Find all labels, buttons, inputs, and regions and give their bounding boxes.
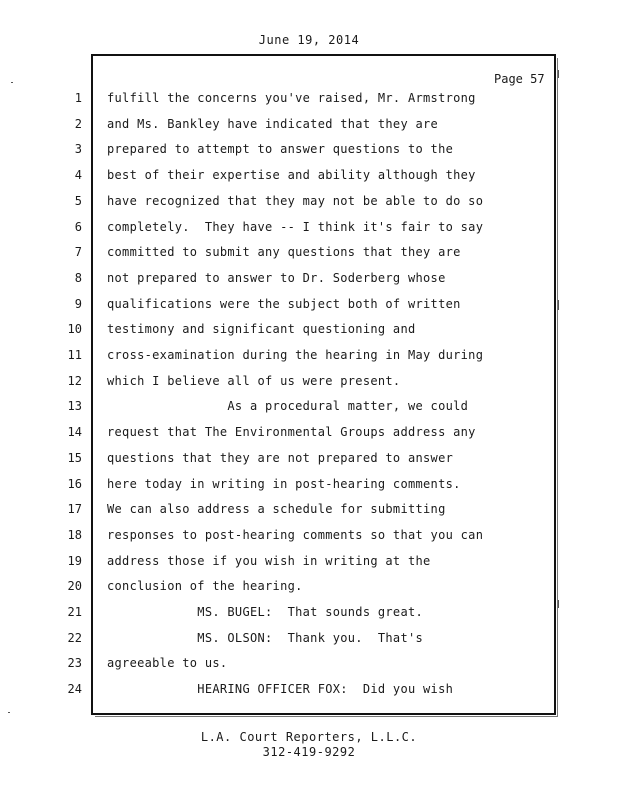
transcript-line-text: address those if you wish in writing at the	[107, 554, 431, 568]
transcript-line-text: prepared to attempt to answer questions to the	[107, 142, 454, 156]
line-number: 17	[67, 502, 82, 516]
transcript-line-text: HEARING OFFICER FOX: Did you wish	[107, 682, 454, 696]
line-number: 2	[74, 117, 82, 131]
line-number: 15	[67, 451, 82, 465]
line-number: 22	[67, 631, 82, 645]
transcript-line-text: request that The Environmental Groups address any	[107, 425, 476, 439]
transcript-line-text: cross-examination during the hearing in May during	[107, 348, 484, 362]
line-number: 4	[74, 168, 82, 182]
transcript-line-text: agreeable to us.	[107, 656, 228, 670]
transcript-line-text: We can also address a schedule for submitting	[107, 502, 446, 516]
line-number: 1	[74, 91, 82, 105]
transcript-line-text: have recognized that they may not be able to do so	[107, 194, 484, 208]
line-number: 13	[67, 399, 82, 413]
line-number: 10	[67, 322, 82, 336]
scan-speck	[558, 300, 559, 310]
transcript-line-text: which I believe all of us were present.	[107, 374, 401, 388]
line-number: 14	[67, 425, 82, 439]
transcript-line-text: MS. BUGEL: That sounds great.	[107, 605, 424, 619]
transcript-date: June 19, 2014	[258, 33, 360, 47]
transcript-line-text: here today in writing in post-hearing comments.	[107, 477, 461, 491]
transcript-line-text: fulfill the concerns you've raised, Mr. Armstrong	[107, 91, 476, 105]
transcript-line-text: questions that they are not prepared to answer	[107, 451, 454, 465]
line-number: 19	[67, 554, 82, 568]
transcript-line-text: qualifications were the subject both of written	[107, 297, 461, 311]
transcript-line-text: responses to post-hearing comments so that you can	[107, 528, 484, 542]
transcript-line-text: not prepared to answer to Dr. Soderberg whose	[107, 271, 446, 285]
court-reporter-name: L.A. Court Reporters, L.L.C.	[200, 730, 418, 744]
line-number: 20	[67, 579, 82, 593]
line-number: 23	[67, 656, 82, 670]
line-number: 5	[74, 194, 82, 208]
transcript-line-text: conclusion of the hearing.	[107, 579, 303, 593]
scan-speck	[11, 82, 13, 83]
scan-speck	[8, 712, 10, 713]
line-number: 9	[74, 297, 82, 311]
line-number: 11	[67, 348, 82, 362]
line-number: 8	[74, 271, 82, 285]
transcript-line-text: committed to submit any questions that they are	[107, 245, 461, 259]
line-number: 16	[67, 477, 82, 491]
transcript-line-text: testimony and significant questioning and	[107, 322, 416, 336]
line-number: 18	[67, 528, 82, 542]
scan-speck	[558, 600, 559, 608]
transcript-line-text: MS. OLSON: Thank you. That's	[107, 631, 424, 645]
line-number: 3	[74, 142, 82, 156]
line-number: 24	[67, 682, 82, 696]
line-number: 6	[74, 220, 82, 234]
transcript-line-text: best of their expertise and ability although they	[107, 168, 476, 182]
line-number: 21	[67, 605, 82, 619]
line-number: 12	[67, 374, 82, 388]
transcript-line-text: completely. They have -- I think it's fair to say	[107, 220, 484, 234]
transcript-line-text: and Ms. Bankley have indicated that they are	[107, 117, 439, 131]
transcript-line-text: As a procedural matter, we could	[107, 399, 469, 413]
scan-speck	[558, 70, 559, 78]
line-number: 7	[74, 245, 82, 259]
page-number-label: Page 57	[494, 72, 545, 86]
court-reporter-phone: 312-419-9292	[262, 745, 356, 759]
